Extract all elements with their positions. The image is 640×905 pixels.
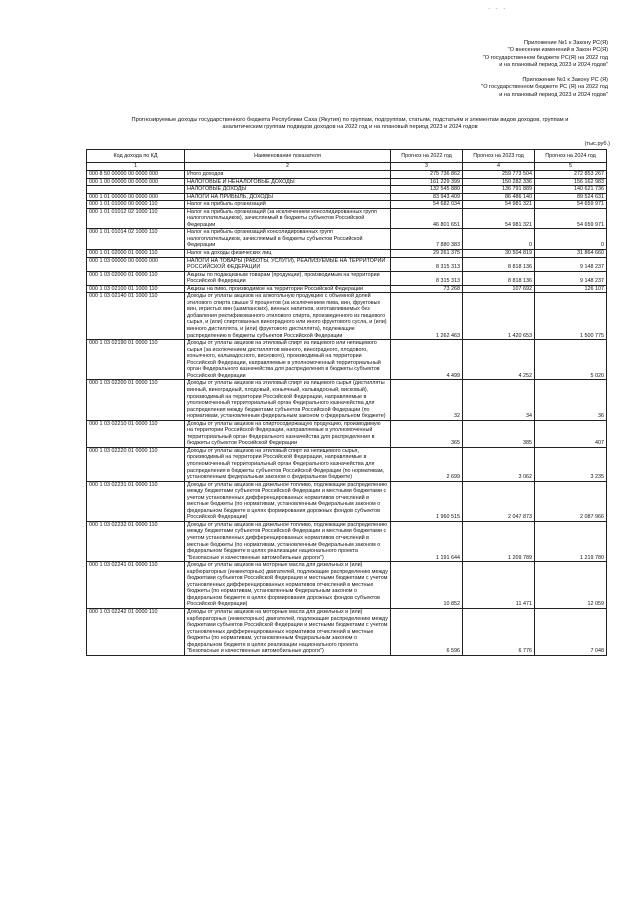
- revenue-table-body: [87, 150, 607, 656]
- row-name: Налог на прибыль организаций: [185, 201, 391, 209]
- row-name: НАЛОГОВЫЕ И НЕНАЛОГОВЫЕ ДОХОДЫ: [185, 178, 391, 186]
- row-value-2022: 46 801 651: [391, 208, 463, 229]
- row-value-2023: 34: [463, 380, 535, 420]
- row-code: 000 1 01 01014 02 1000 110: [87, 229, 185, 250]
- row-value-2023: 8 818 136: [463, 257, 535, 271]
- row-value-2022: 8 315 313: [391, 257, 463, 271]
- table-row: [87, 562, 607, 609]
- row-value-2023: 107 692: [463, 285, 535, 293]
- row-value-2022: 1 960 515: [391, 481, 463, 521]
- row-value-2024: 89 524 631: [535, 193, 607, 201]
- table-header-row: [87, 150, 607, 163]
- row-value-2023: 86 486 140: [463, 193, 535, 201]
- row-value-2024: 31 864 660: [535, 250, 607, 258]
- appendix-2-line: и на плановый период 2023 и 2024 годов": [499, 91, 608, 98]
- row-code: 000 1 03 02100 01 1000 110: [87, 285, 185, 293]
- row-code: 000 1 03 02190 01 0000 110: [87, 340, 185, 380]
- row-value-2022: 54 682 034: [391, 201, 463, 209]
- row-name: НАЛОГОВЫЕ ДОХОДЫ: [185, 186, 391, 194]
- row-code: 000 1 03 02210 01 0000 110: [87, 420, 185, 447]
- row-code: [87, 186, 185, 194]
- row-code: 000 1 03 00000 00 0000 000: [87, 257, 185, 271]
- row-name: Акцизы на пиво, производимое на территории Российской Федерации: [185, 285, 391, 293]
- row-value-2023: 6 776: [463, 609, 535, 656]
- table-row: [87, 609, 607, 656]
- row-value-2022: 32: [391, 380, 463, 420]
- title-line: аналитическим группам подвидов доходов на 2022 год и на плановый период 2023 и 2024 годов: [222, 124, 478, 131]
- row-name: Доходы от уплаты акцизов на дизельное топливо, подлежащие распределению между бюджетами субъектов Российской Федерации и местными бюджетами с учетом установленных дифференцированных нормативов отчислений в местные бюджеты (по нормативам, установленным Федеральным законом о федеральном бюджете в целях формирования дорожных фондов субъектов Российской Федерации): [185, 481, 391, 521]
- row-value-2023: 11 471: [463, 562, 535, 609]
- row-value-2022: 161 229 399: [391, 178, 463, 186]
- row-value-2022: 7 880 383: [391, 229, 463, 250]
- row-value-2022: 132 545 880: [391, 186, 463, 194]
- row-value-2023: 259 773 504: [463, 171, 535, 179]
- row-value-2022: 365: [391, 420, 463, 447]
- appendix-1-line: и на плановый период 2023 и 2024 годов": [499, 62, 608, 69]
- row-value-2022: 1 262 463: [391, 293, 463, 340]
- row-value-2024: 9 148 237: [535, 257, 607, 271]
- row-value-2024: 140 621 736: [535, 186, 607, 194]
- row-name: Итого доходов: [185, 171, 391, 179]
- row-name: Доходы от уплаты акцизов на этиловый спирт из пищевого сырья (дистилляты винный, виноградный, плодовый, коньячный, кальвадосный, висковый), производимый на территории Российской Федерации, направляемые в уполномоченный территориальный орган Федерального казначейства для распределения между бюджетами субъектов Российской Федерации (по нормативам, установленным федеральным законом о федеральном бюджете): [185, 380, 391, 420]
- row-value-2024: 5 020: [535, 340, 607, 380]
- column-number-row: [87, 163, 607, 171]
- row-value-2024: 407: [535, 420, 607, 447]
- column-number: 3: [391, 163, 463, 171]
- row-value-2022: 6 596: [391, 609, 463, 656]
- row-value-2024: 36: [535, 380, 607, 420]
- table-row: [87, 481, 607, 521]
- row-name: Доходы от уплаты акцизов на дизельное топливо, подлежащие распределению между бюджетами субъектов Российской Федерации и местными бюджетами с учетом установленных дифференцированных нормативов отчислений в местные бюджеты (по нормативам, установленным Федеральным законом о федеральном бюджете в целях реализации национального проекта "Безопасные и качественные автомобильные дороги"): [185, 521, 391, 561]
- table-row: [87, 229, 607, 250]
- table-row: [87, 171, 607, 179]
- row-value-2023: 54 981 321: [463, 201, 535, 209]
- row-code: 000 1 01 00000 00 0000 000: [87, 193, 185, 201]
- row-name: Налог на доходы физических лиц: [185, 250, 391, 258]
- header-2023: Прогноз на 2023 год: [463, 150, 535, 163]
- row-code: 000 1 03 02200 01 0000 110: [87, 380, 185, 420]
- row-value-2024: 54 659 971: [535, 208, 607, 229]
- table-row: [87, 271, 607, 285]
- appendix-1-header: [483, 40, 608, 70]
- row-name: Налог на прибыль организаций консолидированных групп налогоплательщиков, зачисляемый в бюджеты субъектов Российской Федерации: [185, 229, 391, 250]
- table-row: [87, 208, 607, 229]
- table-row: [87, 178, 607, 186]
- table-row: [87, 340, 607, 380]
- row-code: 000 1 03 02232 01 0000 110: [87, 521, 185, 561]
- row-code: 000 1 03 02241 01 0000 110: [87, 562, 185, 609]
- row-value-2023: 1 420 653: [463, 293, 535, 340]
- row-value-2023: 54 981 321: [463, 208, 535, 229]
- row-name: Доходы от уплаты акцизов на моторные масла для дизельных и (или) карбюраторных (инжекторных) двигателей, подлежащие распределению между бюджетами субъектов Российской Федерации и местными бюджетами с учетом установленных дифференцированных нормативов отчислений в местные бюджеты (по нормативам, установленным Федеральным законом о федеральном бюджете в целях формирования дорожных фондов субъектов Российской Федерации): [185, 562, 391, 609]
- table-row: [87, 186, 607, 194]
- row-code: 000 1 01 01000 00 0000 110: [87, 201, 185, 209]
- table-row: [87, 293, 607, 340]
- table-row: [87, 250, 607, 258]
- document-title: [90, 117, 610, 132]
- row-value-2023: 8 818 136: [463, 271, 535, 285]
- row-name: Доходы от уплаты акцизов на этиловый спирт из пищевого или непищевого сырья (за исключением дистиллятов винного, виноградного, плодового, коньячного, кальвадосного, вискового), производимый на территории Российской Федерации, направляемые в уполномоченный территориальный орган Федерального казначейства для распределения в бюджеты субъектов Российской Федерации: [185, 340, 391, 380]
- row-value-2024: 0: [535, 229, 607, 250]
- row-name: Акцизы по подакцизным товарам (продукции), производимым на территории Российской Федерации: [185, 271, 391, 285]
- row-value-2024: 156 162 983: [535, 178, 607, 186]
- row-value-2022: 73 268: [391, 285, 463, 293]
- table-row: [87, 420, 607, 447]
- row-value-2024: 1 219 780: [535, 521, 607, 561]
- row-value-2024: 9 148 237: [535, 271, 607, 285]
- row-value-2023: 150 282 336: [463, 178, 535, 186]
- row-value-2022: 4 499: [391, 340, 463, 380]
- column-number: 2: [185, 163, 391, 171]
- row-value-2024: 272 853 267: [535, 171, 607, 179]
- column-number: 4: [463, 163, 535, 171]
- row-name: Доходы от уплаты акцизов на моторные масла для дизельных и (или) карбюраторных (инжекторных) двигателей, подлежащие распределению между бюджетами субъектов Российской Федерации и местными бюджетами с учетом установленных дифференцированных нормативов отчислений в местные бюджеты (по нормативам, установленным Федеральным законом о федеральном бюджете в целях реализации национального проекта "Безопасные и качественные автомобильные дороги"): [185, 609, 391, 656]
- appendix-2-line: "О государственном бюджете РС (Я) на 2022 год: [481, 84, 608, 91]
- row-value-2023: 4 252: [463, 340, 535, 380]
- appendix-1-line: "О внесении изменений в Закон РС(Я): [507, 47, 608, 54]
- row-code: 000 1 03 02231 01 0000 110: [87, 481, 185, 521]
- appendix-1-line: "О государственном бюджете РС(Я) на 2022 год: [482, 54, 608, 61]
- row-value-2023: 30 504 819: [463, 250, 535, 258]
- row-value-2023: 136 791 889: [463, 186, 535, 194]
- row-value-2024: 1 500 775: [535, 293, 607, 340]
- row-name: НАЛОГИ НА ПРИБЫЛЬ, ДОХОДЫ: [185, 193, 391, 201]
- row-value-2022: 29 261 375: [391, 250, 463, 258]
- revenue-table: [86, 149, 607, 656]
- table-row: [87, 193, 607, 201]
- row-code: 000 1 01 01012 02 1000 110: [87, 208, 185, 229]
- table-row: [87, 285, 607, 293]
- units-label: (тыс.руб.): [584, 141, 610, 147]
- table-row: [87, 257, 607, 271]
- row-value-2023: 0: [463, 229, 535, 250]
- row-code: 000 1 01 02000 01 0000 110: [87, 250, 185, 258]
- row-value-2022: 83 943 409: [391, 193, 463, 201]
- column-number: 1: [87, 163, 185, 171]
- row-value-2024: 54 659 971: [535, 201, 607, 209]
- row-code: 000 1 03 02242 01 0000 110: [87, 609, 185, 656]
- row-code: 000 1 03 02220 01 0000 110: [87, 447, 185, 481]
- row-code: 000 8 50 00000 00 0000 000: [87, 171, 185, 179]
- row-value-2024: 12 059: [535, 562, 607, 609]
- column-number: 5: [535, 163, 607, 171]
- header-2024: Прогноз на 2024 год: [535, 150, 607, 163]
- row-value-2022: 8 315 313: [391, 271, 463, 285]
- page-number: - - -: [488, 6, 508, 12]
- row-value-2024: 7 048: [535, 609, 607, 656]
- table-row: [87, 521, 607, 561]
- header-2022: Прогноз на 2022 год: [391, 150, 463, 163]
- table-row: [87, 447, 607, 481]
- header-name: Наименование показателя: [185, 150, 391, 163]
- row-value-2022: 1 191 644: [391, 521, 463, 561]
- header-code: Код дохода по КД: [87, 150, 185, 163]
- row-name: Налог на прибыль организаций (за исключением консолидированных групп налогоплательщиков), зачисляемый в бюджеты субъектов Российской Федерации: [185, 208, 391, 229]
- row-name: Доходы от уплаты акцизов на алкогольную продукцию с объемной долей этилового спирта свыше 9 процентов (за исключением пива, вин, фруктовых вин, игристых вин (шампанских), винных напитков, изготавливаемых без добавления ректификованного этилового спирта, произведенного из пищевого сырья, и (или) спиртованных виноградного или иного фруктового сусла, и (или) винного дистиллята, и (или) фруктового дистиллята), подлежащие распределению в бюджеты субъектов Российской Федерации: [185, 293, 391, 340]
- row-value-2024: 2 087 966: [535, 481, 607, 521]
- table-row: [87, 380, 607, 420]
- row-name: Доходы от уплаты акцизов на этиловый спирт из непищевого сырья, производимый на территории Российской Федерации, направляемые в уполномоченный территориальный орган Федерального казначейства для распределения в бюджеты субъектов Российской Федерации (по нормативам, установленным федеральным законом о федеральном бюджете): [185, 447, 391, 481]
- row-name: Доходы от уплаты акцизов на спиртосодержащую продукцию, производимую на территории Российской Федерации, направляемые в уполномоченный территориальный орган Федерального казначейства для распределения в бюджеты субъектов Российской Федерации: [185, 420, 391, 447]
- row-code: 000 1 03 02140 01 1000 110: [87, 293, 185, 340]
- appendix-1-line: Приложение №1 к Закону РС(Я): [523, 40, 608, 46]
- row-value-2024: 126 107: [535, 285, 607, 293]
- row-code: 000 1 00 00000 00 0000 000: [87, 178, 185, 186]
- row-value-2023: 3 062: [463, 447, 535, 481]
- row-value-2022: 275 736 862: [391, 171, 463, 179]
- table-row: [87, 201, 607, 209]
- row-value-2024: 3 235: [535, 447, 607, 481]
- row-value-2023: 2 047 873: [463, 481, 535, 521]
- row-value-2023: 385: [463, 420, 535, 447]
- row-value-2022: 2 699: [391, 447, 463, 481]
- title-line: Прогнозируемые доходы государственного бюджета Республики Саха (Якутия) по группам, подгруппам, статьям, подстатьям и элементам видов доходов, группам и: [131, 117, 569, 123]
- appendix-2-header: [481, 77, 608, 99]
- appendix-2-line: Приложение №1 к Закону РС (Я): [522, 77, 608, 83]
- row-value-2022: 10 852: [391, 562, 463, 609]
- row-name: НАЛОГИ НА ТОВАРЫ (РАБОТЫ, УСЛУГИ), РЕАЛИЗУЕМЫЕ НА ТЕРРИТОРИИ РОССИЙСКОЙ ФЕДЕРАЦИИ: [185, 257, 391, 271]
- row-value-2023: 1 209 789: [463, 521, 535, 561]
- row-code: 000 1 03 02000 01 0000 110: [87, 271, 185, 285]
